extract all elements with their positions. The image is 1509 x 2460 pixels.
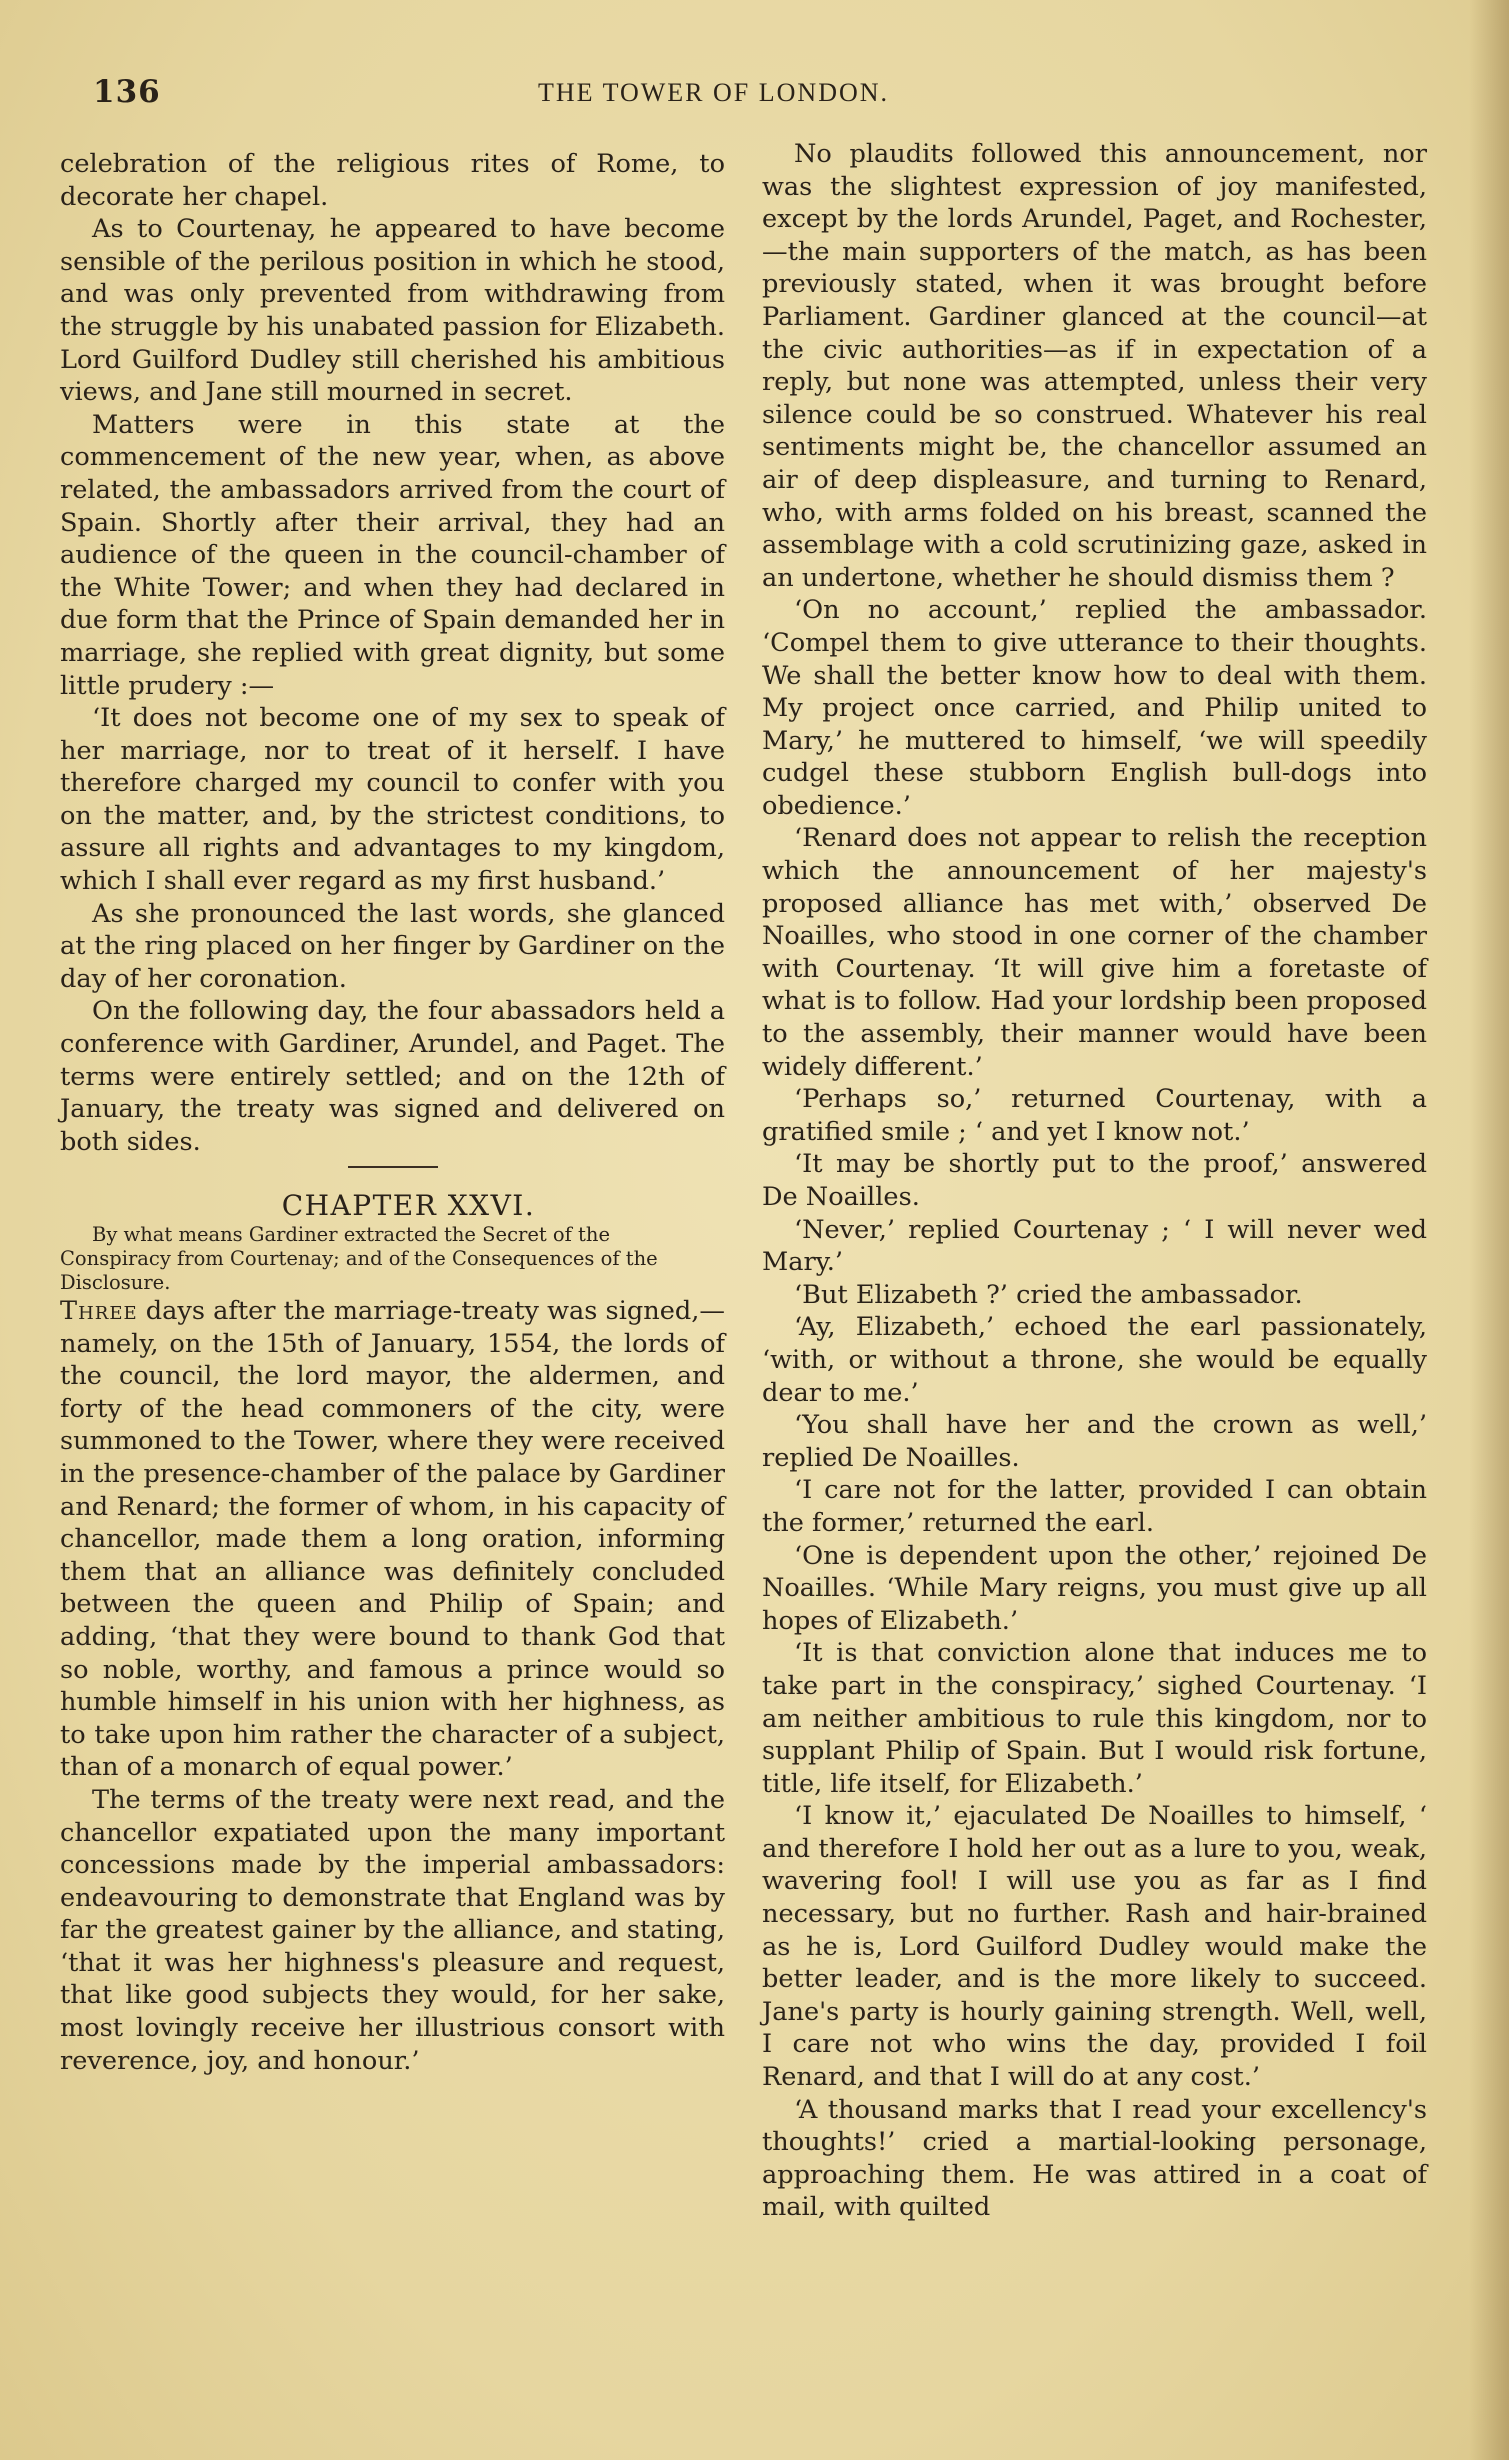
paragraph: ‘Renard does not appear to relish the reception which the announcement of her majesty's proposed alliance has met with,’ observed De Noailles, who stood in one corner of the chamber with Courtenay. ‘It will give him a foretaste of what is to follow. Had your lordship been proposed to the assembly, their manner would have been widely different.’ bbox=[762, 823, 1427, 1082]
paragraph: The terms of the treaty were next read, and the chancellor expatiated upon the many important concessions made by the imperial ambassadors: endeavouring to demonstrate that England was by far the greatest gainer by the alliance, and stating, ‘that it was her highness's pleasure and request, that like good subjects they would, for her sake, most lovingly receive her illustrious consort with reverence, joy, and honour.’ bbox=[60, 1784, 725, 2076]
paragraph: ‘It may be shortly put to the proof,’ answered De Noailles. bbox=[762, 1149, 1427, 1212]
left-column bbox=[60, 148, 725, 2077]
paragraph: ‘It does not become one of my sex to speak of her marriage, nor to treat of it herself. I have therefore charged my council to confer with you on the matter, and, by the strictest conditions, to assure all rights and advantages to my kingdom, which I shall ever regard as my first husband.’ bbox=[60, 703, 725, 897]
page-header bbox=[88, 66, 1428, 114]
right-column bbox=[762, 138, 1427, 2224]
paragraph: As to Courtenay, he appeared to have become sensible of the perilous position in which he stood, and was only prevented from withdrawing from the struggle by his unabated passion for Elizabeth. Lord Guilford Dudley still cherished his ambitious views, and Jane still mourned in secret. bbox=[60, 214, 725, 408]
paragraph: On the following day, the four abassadors held a conference with Gardiner, Arundel, and Paget. The terms were entirely settled; and on the 12th of January, the treaty was signed and delivered on both sides. bbox=[60, 996, 725, 1157]
paragraph: No plaudits followed this announcement, nor was the slightest expression of joy manifested, except by the lords Arundel, Paget, and Rochester,—the main supporters of the match, as has been previously stated, when it was brought before Parliament. Gardiner glanced at the council—at the civic authorities—as if in expectation of a reply, but none was attempted, unless their very silence could be so construed. Whatever his real sentiments might be, the chancellor assumed an air of deep displeasure, and turning to Renard, who, with arms folded on his breast, scanned the assemblage with a cold scrutinizing gaze, asked in an undertone, whether he should dismiss them ? bbox=[762, 139, 1427, 593]
chapter-opening-paragraph bbox=[60, 1295, 725, 1784]
paragraph: ‘On no account,’ replied the ambassador. ‘Compel them to give utterance to their thoughts. We shall the better know how to deal with them. My project once carried, and Philip united to Mary,’ he muttered to himself, ‘we will speedily cudgel these stubborn English bull-dogs into obedience.’ bbox=[762, 595, 1427, 821]
page-spine-shadow bbox=[1469, 0, 1509, 2460]
chapter-subtitle: By what means Gardiner extracted the Secret of the Conspiracy from Courtenay; and of the Consequences of the Disclosure. bbox=[60, 1223, 658, 1294]
paragraph: celebration of the religious rites of Rome, to decorate her chapel. bbox=[60, 149, 725, 212]
paragraph: ‘But Elizabeth ?’ cried the ambassador. bbox=[794, 1279, 1303, 1310]
running-title: THE TOWER OF LONDON. bbox=[538, 78, 890, 107]
paragraph: Matters were in this state at the commencement of the new year, when, as above related, the ambassadors arrived from the court of Spain. Shortly after their arrival, they had an audience of the queen in the council-chamber of the White Tower; and when they had declared in due form that the Prince of Spain demanded her in marriage, she replied with great dignity, but some little prudery :— bbox=[60, 409, 725, 701]
opening-word: Three bbox=[60, 1296, 138, 1326]
paragraph: ‘I care not for the latter, provided I can obtain the former,’ returned the earl. bbox=[762, 1475, 1427, 1538]
paragraph: ‘Ay, Elizabeth,’ echoed the earl passionately, ‘with, or without a throne, she would be equally dear to me.’ bbox=[762, 1312, 1427, 1408]
section-divider bbox=[348, 1166, 438, 1168]
paragraph: ‘A thousand marks that I read your excellency's thoughts!’ cried a martial-looking personage, approaching them. He was attired in a coat of mail, with quilted bbox=[762, 2094, 1427, 2223]
opening-text: days after the marriage-treaty was signed,—namely, on the 15th of January, 1554, the lords of the council, the lord mayor, the aldermen, and forty of the head commoners of the city, were summoned to the Tower, where they were received in the presence-chamber of the palace by Gardiner and Renard; the former of whom, in his capacity of chancellor, made them a long oration, informing them that an alliance was definitely concluded between the queen and Philip of Spain; and adding, ‘that they were bound to thank God that so noble, worthy, and famous a prince would so humble himself in his union with her highness, as to take upon him rather the character of a subject, than of a monarch of equal power.’ bbox=[60, 1296, 726, 1783]
paragraph: ‘You shall have her and the crown as well,’ replied De Noailles. bbox=[762, 1410, 1427, 1473]
chapter-title: CHAPTER XXVI. bbox=[281, 1189, 536, 1223]
paragraph: ‘It is that conviction alone that induces me to take part in the conspiracy,’ sighed Courtenay. ‘I am neither ambitious to rule this kingdom, nor to supplant Philip of Spain. But I would risk fortune, title, life itself, for Elizabeth.’ bbox=[762, 1638, 1427, 1799]
paragraph: ‘Perhaps so,’ returned Courtenay, with a gratified smile ; ‘ and yet I know not.’ bbox=[762, 1084, 1427, 1147]
paragraph: ‘One is dependent upon the other,’ rejoined De Noailles. ‘While Mary reigns, you must give up all hopes of Elizabeth.’ bbox=[762, 1540, 1427, 1636]
paragraph: ‘Never,’ replied Courtenay ; ‘ I will never wed Mary.’ bbox=[762, 1214, 1427, 1278]
paragraph: ‘I know it,’ ejaculated De Noailles to himself, ‘ and therefore I hold her out as a lure to you, weak, wavering fool! I will use you as far as I find necessary, but no further. Rash and hair-brained as he is, Lord Guilford Dudley would make the better leader, and is the more likely to succeed. Jane's party is hourly gaining strength. Well, well, I care not who wins the day, provided I foil Renard, and that I will do at any cost.’ bbox=[762, 1801, 1427, 2093]
paragraph: As she pronounced the last words, she glanced at the ring placed on her finger by Gardiner on the day of her coronation. bbox=[60, 898, 725, 994]
page-number: 136 bbox=[93, 74, 161, 110]
